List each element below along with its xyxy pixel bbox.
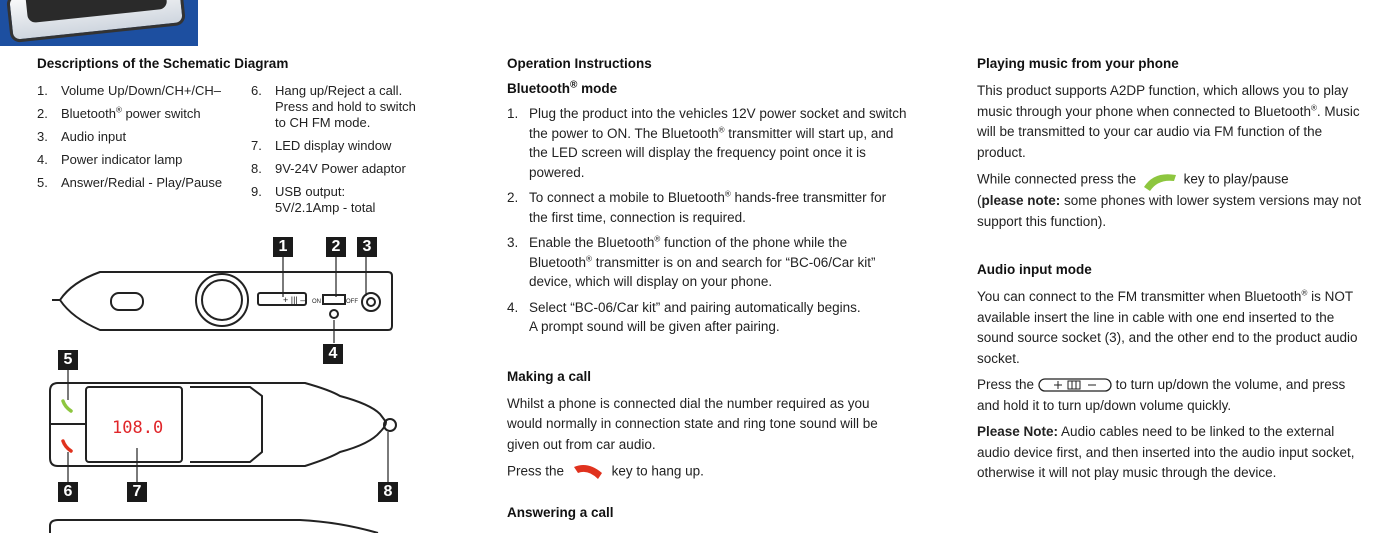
device-top-knob [196,274,248,326]
diagram-label-7: 7 [127,482,147,502]
right-column [977,56,1367,490]
operation-title: Operation Instructions [507,56,652,71]
device-top-slot [111,293,143,310]
hangup-icon [63,441,71,451]
music-paragraph: This product supports A2DP function, which allows you to play music through your phone when connected to Bluetooth®. Music will be transmitted to your car audio via FM function of the product. [977,83,1360,160]
switch-off-label: OFF [346,299,358,305]
device-bottom-body [50,520,378,533]
power-switch [323,295,345,304]
music-title: Playing music from your phone [977,56,1179,71]
middle-column [507,56,907,530]
list-item: 9. USB output: 5V/2.1Amp - total [251,184,376,215]
step-item: 1. Plug the product into the vehicles 12V power socket and switch the power to ON. The Bluetooth® transmitter will start up, and the LED screen will display the frequency point once it is powered. [507,106,907,180]
list-item: 1. Volume Up/Down/CH+/CH– [37,83,222,98]
svg-text:+ ||| –: + ||| – [283,295,306,305]
audio-input-title: Audio input mode [977,262,1092,277]
diagram-label-3: 3 [357,237,377,257]
list-item: 3. Audio input [37,129,127,144]
power-lamp [330,310,338,318]
list-item: 2. Bluetooth® power switch [37,105,201,121]
play-pause-text: While connected press the key to play/pause (please note: some phones with lower system versions may not support this function). [977,169,1367,232]
audio-input-jack [362,293,380,311]
diagram-label-5: 5 [58,350,78,370]
list-item: 5. Answer/Redial - Play/Pause [37,175,223,190]
schematic-title: Descriptions of the Schematic Diagram [37,56,289,71]
red-phone-key-icon [568,461,608,483]
led-readout: 108.0 [112,418,164,438]
list-item: 7. LED display window [251,138,392,153]
making-call-title: Making a call [507,368,592,384]
audio-input-paragraph: You can connect to the FM transmitter when Bluetooth® is NOT available insert the line in cable with one end inserted to the sound source socket (3), and the other end to the product audio socket. [977,288,1358,366]
device-middle-body [50,383,386,466]
step-item: 4. Select “BC-06/Car kit” and pairing automatically begins. A prompt sound will be given after pairing. [507,299,861,334]
schematic-diagram [0,0,420,533]
green-phone-key-icon [1140,169,1180,191]
volume-key-icon [1038,377,1112,393]
diagram-label-8: 8 [378,482,398,502]
list-item: 6. Hang up/Reject a call. Press and hold to switch to CH FM mode. [251,83,416,130]
diagram-label-2: 2 [326,237,346,257]
answer-icon [63,401,71,411]
hang-up-text: Press the key to hang up. [507,461,907,483]
switch-on-label: ON [312,299,321,305]
volume-text: Press the to turn up/down the volume, and press and hold it to turn up/down volume quickly. [977,377,1346,413]
making-call-text: Whilst a phone is connected dial the number required as you would normally in connection state and ring tone sound will be given out from car audio. [507,395,878,452]
diagram-label-1: 1 [273,237,293,257]
list-item: 8. 9V-24V Power adaptor [251,161,406,176]
diagram-label-6: 6 [58,482,78,502]
please-note-text: Please Note: Audio cables need to be linked to the external audio device first, and then inserted into the audio input socket, otherwise it will not play music through the device. [977,424,1355,480]
step-item: 3. Enable the Bluetooth® function of the phone while the Bluetooth® transmitter is on and search for “BC-06/Car kit” device, which will display on your phone. [507,234,876,289]
bluetooth-mode-title: Bluetooth® mode [507,79,618,96]
step-item: 2. To connect a mobile to Bluetooth® hands-free transmitter for the first time, connection is required. [507,189,887,225]
diagram-label-4: 4 [323,344,343,364]
answering-call-title: Answering a call [507,505,614,520]
list-item: 4. Power indicator lamp [37,152,183,167]
